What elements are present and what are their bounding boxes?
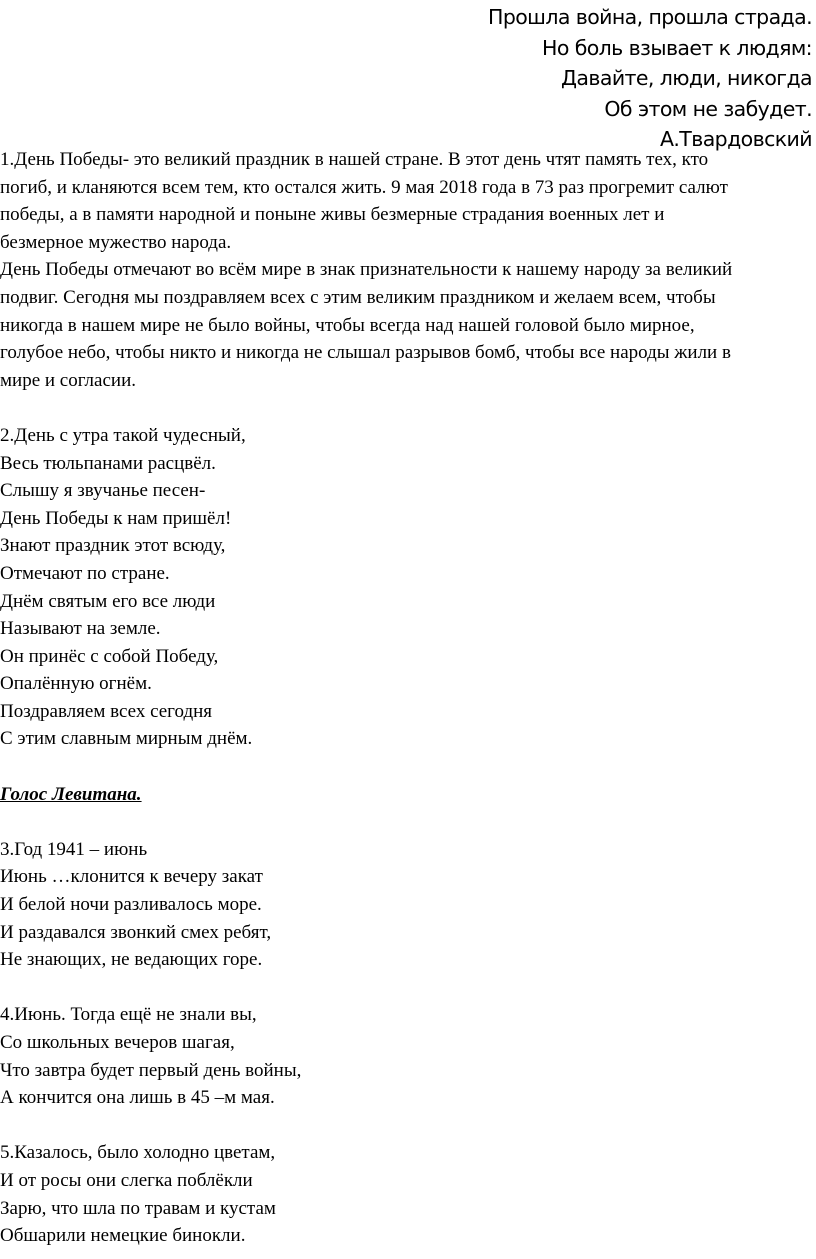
poem-line: Июнь …клонится к вечеру закат <box>0 866 263 888</box>
intro-paragraph <box>0 146 812 394</box>
poem-line: День Победы к нам пришёл! <box>0 507 232 529</box>
poem-line: Знают праздник этот всюду, <box>0 535 226 557</box>
text-line: 1.День Победы- это великий праздник в нашей стране. В этот день чтят память тех, кто <box>0 149 709 170</box>
epigraph-author: А.Твардовский <box>659 127 812 151</box>
text-line: никогда в нашем мире не было войны, чтобы всегда над нашей головой было мирное, <box>0 314 695 336</box>
poem-stanza-2 <box>0 422 812 753</box>
blank-line <box>0 1112 812 1140</box>
text-line: подвиг. Сегодня мы поздравляем всех с этим великим праздником и желаем всем, чтобы <box>0 286 716 308</box>
poem-stanza-3 <box>0 836 812 974</box>
poem-line: Днём святым его все люди <box>0 590 216 612</box>
poem-line: И белой ночи разливалось море. <box>0 894 262 916</box>
section-heading: Голос Левитана. <box>0 783 142 805</box>
blank-line <box>0 753 812 781</box>
poem-line: Зарю, что шла по травам и кустам <box>0 1197 276 1219</box>
poem-line: А кончится она лишь в 45 –м мая. <box>0 1087 275 1109</box>
poem-line: 4.Июнь. Тогда ещё не знали вы, <box>0 1004 257 1026</box>
poem-line: Со школьных вечеров шагая, <box>0 1032 235 1053</box>
text-line: безмерное мужество народа. <box>0 231 232 253</box>
poem-line: И раздавался звонкий смех ребят, <box>0 921 272 943</box>
poem-line: Что завтра будет первый день войны, <box>0 1059 302 1081</box>
poem-line: Называют на земле. <box>0 618 161 640</box>
text-line: погиб, и кланяются всем тем, кто остался жить. 9 мая 2018 года в 73 раз прогремит салют <box>0 176 728 198</box>
blank-line <box>0 394 812 422</box>
poem-line: Опалённую огнём. <box>0 673 152 695</box>
poem-line: Слышу я звучанье песен- <box>0 480 206 502</box>
epigraph <box>212 2 812 155</box>
epigraph-line: Но боль взывает к людям: <box>542 35 812 60</box>
poem-line: С этим славным мирным днём. <box>0 728 253 750</box>
poem-line: Не знающих, не ведающих горе. <box>0 949 263 971</box>
poem-stanza-5 <box>0 1139 812 1249</box>
poem-line: И от росы они слегка поблёкли <box>0 1169 253 1191</box>
document-body <box>0 146 812 1250</box>
epigraph-line: Давайте, люди, никогда <box>561 66 812 90</box>
poem-line: Весь тюльпанами расцвёл. <box>0 452 216 474</box>
blank-line <box>0 808 812 836</box>
poem-line: Отмечают по стране. <box>0 562 170 584</box>
text-line: победы, а в памяти народной и поныне живы безмерные страдания военных лет и <box>0 204 665 226</box>
poem-line: Обшарили немецкие бинокли. <box>0 1225 246 1247</box>
epigraph-line: Об этом не забудет. <box>604 96 812 121</box>
poem-line: 2.День с утра такой чудесный, <box>0 424 246 446</box>
poem-line: 5.Казалось, было холодно цветам, <box>0 1142 276 1164</box>
poem-line: Поздравляем всех сегодня <box>0 700 213 722</box>
text-line: День Победы отмечают во всём мире в знак признательности к нашему народу за великий <box>0 259 733 281</box>
poem-line: Он принёс с собой Победу, <box>0 645 219 667</box>
text-line: голубое небо, чтобы никто и никогда не слышал разрывов бомб, чтобы все народы жили в <box>0 342 731 364</box>
epigraph-line: Прошла война, прошла страда. <box>488 5 812 29</box>
text-line: мире и согласии. <box>0 369 136 391</box>
blank-line <box>0 974 812 1002</box>
poem-line: 3.Год 1941 – июнь <box>0 838 148 860</box>
poem-stanza-4 <box>0 1001 812 1111</box>
